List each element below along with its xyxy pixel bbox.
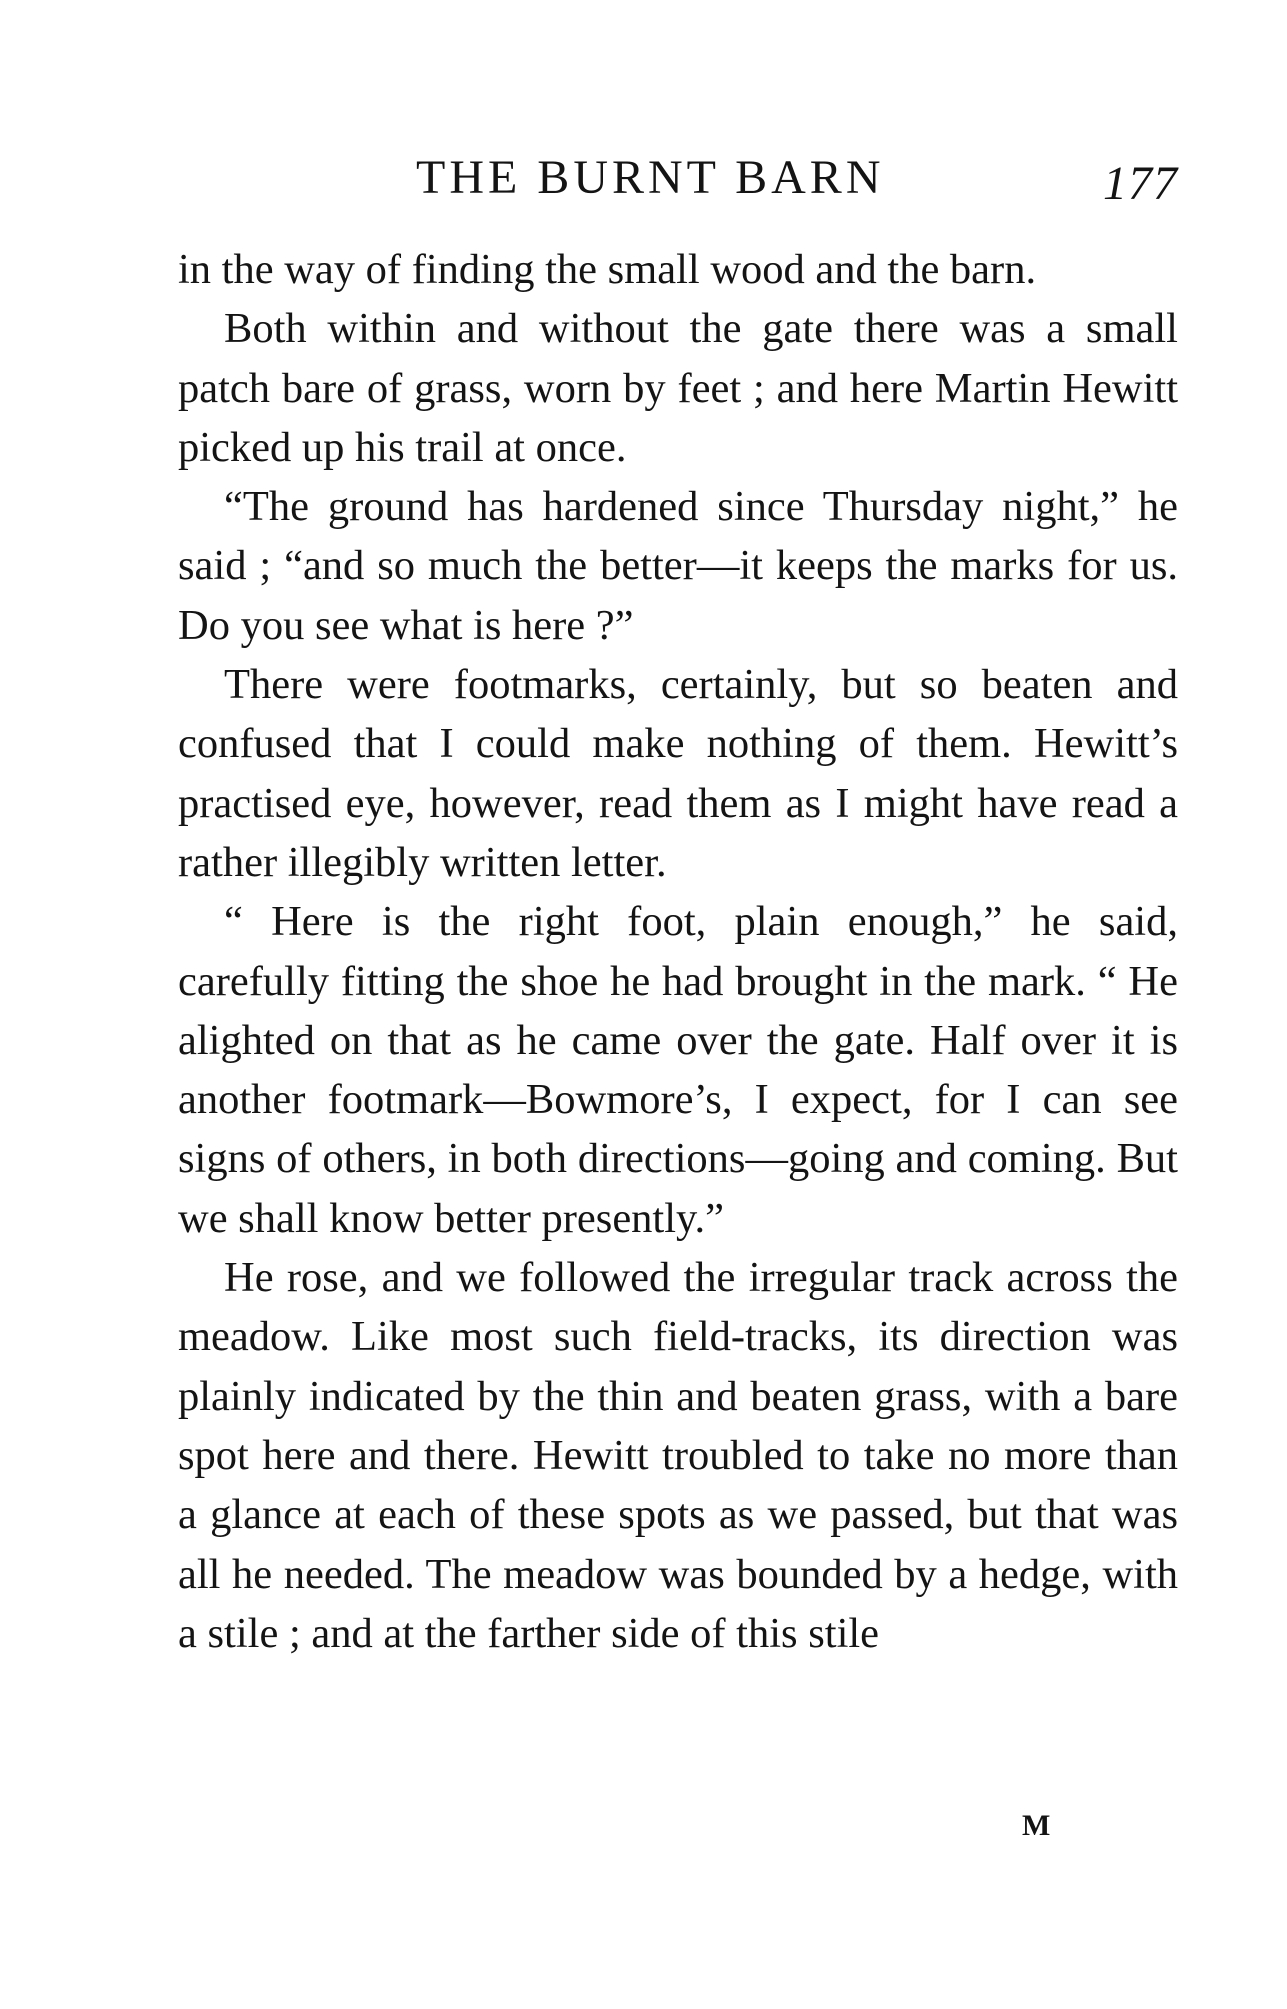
body-text xyxy=(178,240,1178,1663)
running-title: THE BURNT BARN xyxy=(416,151,885,204)
paragraph: “ Here is the right foot, plain enough,” he said, carefully fitting the shoe he had brought in the mark. “ He alighted on that as he came over the gate. Half over it is another footmark—Bowmore’s, I expect, for I can see signs of others, in both directions—going and coming. But we shall know better presently.” xyxy=(178,898,1178,1242)
page-number: 177 xyxy=(1103,157,1178,210)
paragraph: There were footmarks, certainly, but so beaten and confused that I could make nothing of them. Hewitt’s practised eye, however, read them as I might have read a rather illegibly written letter. xyxy=(178,661,1178,886)
running-head xyxy=(178,148,1178,208)
signature-mark: M xyxy=(1022,1809,1052,1842)
paragraph: in the way of finding the small wood and the barn. xyxy=(178,246,1037,293)
paragraph: He rose, and we followed the irregular track across the meadow. Like most such field-tracks, its direction was plainly indicated by the thin and beaten grass, with a bare spot here and there. Hewitt troubled to take no more than a glance at each of these spots as we passed, but that was all he needed. The meadow was bounded by a hedge, with a stile ; and at the farther side of this stile xyxy=(178,1254,1178,1657)
paragraph: Both within and without the gate there was a small patch bare of grass, worn by feet ; and here Martin Hewitt picked up his trail at once. xyxy=(178,305,1178,471)
paragraph: “The ground has hardened since Thursday night,” he said ; “and so much the better—it keeps the marks for us. Do you see what is here ?” xyxy=(178,483,1178,649)
